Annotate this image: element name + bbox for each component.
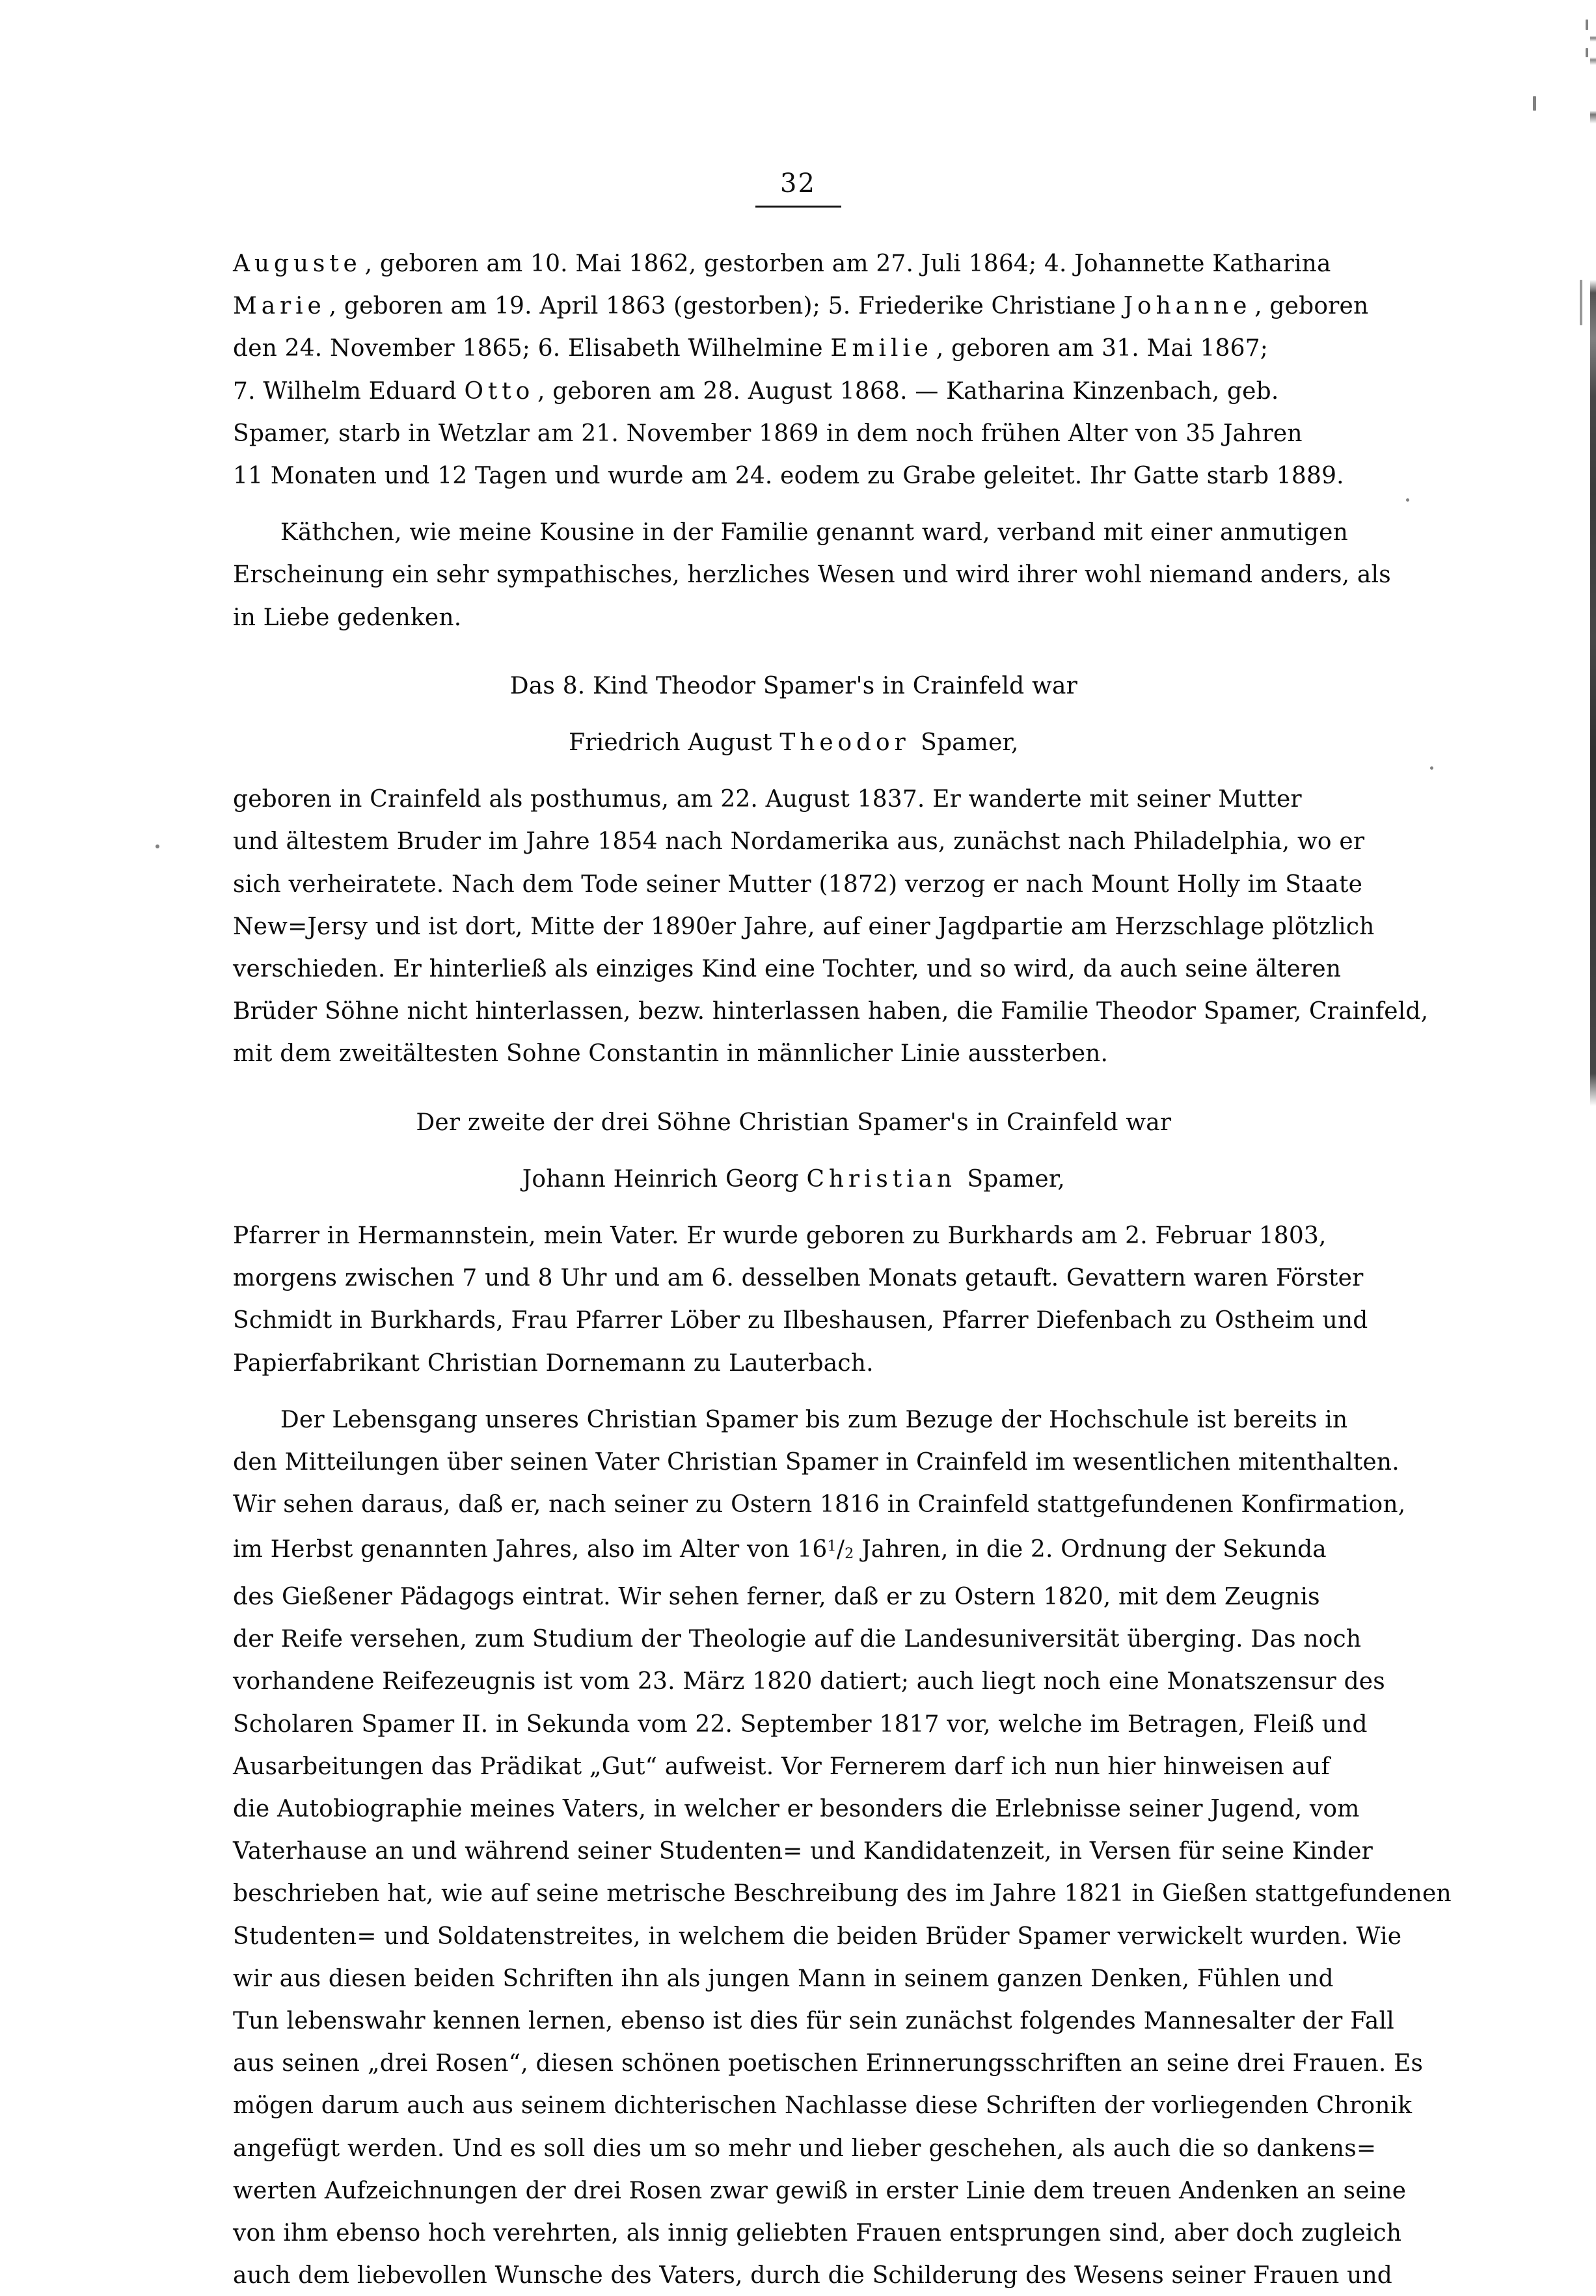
text-run: aus seinen „drei Rosen“, diesen schönen poetischen Erinnerungsschriften an seine drei Frauen. Es: [233, 2049, 1424, 2077]
emphasized-name: Auguste: [233, 249, 362, 277]
text-line: [233, 721, 1355, 763]
page-text-body: [233, 242, 1452, 2296]
paragraph-gap: [233, 1075, 1372, 1101]
text-line: [233, 863, 1363, 905]
text-run: sich verheiratete. Nach dem Tode seiner Mutter (1872) verzog er nach Mount Holly im Staate: [233, 869, 1363, 898]
text-run: Käthchen, wie meine Kousine in der Familie genannt ward, verband mit einer anmutigen: [280, 518, 1349, 547]
text-run: Wir sehen daraus, daß er, nach seiner zu Ostern 1816 in Crainfeld stattgefundenen Konfirmation,: [233, 1490, 1406, 1519]
paragraph-gap: [233, 496, 1372, 511]
paragraph-gap: [233, 1143, 1372, 1157]
text-run: 11 Monaten und 12 Tagen und wurde am 24. eodem zu Grabe geleitet. Ihr Gatte starb 1889.: [233, 461, 1344, 490]
text-line: [233, 511, 1355, 553]
emphasized-name: Emilie: [830, 334, 933, 362]
text-line: [233, 1872, 1452, 1914]
text-line: [233, 2169, 1407, 2211]
text-run: werten Aufzeichnungen der drei Rosen zwar gewiß in erster Linie dem treuen Andenken an seine: [233, 2176, 1407, 2204]
emphasized-name: Marie: [233, 291, 326, 320]
text-line: [233, 1256, 1364, 1299]
text-run: , geboren am 10. Mai 1862, gestorben am 27. Juli 1864; 4. Johannette Katharina: [364, 249, 1331, 277]
scan-speck: [156, 844, 159, 848]
text-line: [233, 1575, 1355, 1617]
text-run: Brüder Söhne nicht hinterlassen, bezw. hinterlassen haben, die Familie Theodor Spamer, Crainfeld,: [233, 997, 1429, 1025]
paragraph-gap: [233, 1200, 1372, 1214]
text-line: [233, 596, 1355, 638]
paragraph-theodor-biography: [233, 777, 1429, 1074]
scan-edge-artifact: [1590, 0, 1596, 2118]
text-line: [233, 370, 1355, 412]
scan-speck: [1586, 48, 1588, 57]
text-line: [233, 1915, 1402, 1957]
text-line: [233, 1660, 1385, 1702]
text-run: auch dem liebevollen Wunsche des Vaters, durch die Schilderung des Wesens seiner Frauen und: [233, 2261, 1393, 2289]
text-run: in Liebe gedenken.: [233, 602, 462, 631]
text-line: [233, 2084, 1413, 2126]
text-line: [233, 1525, 1355, 1575]
scan-speck: [1580, 280, 1582, 325]
text-run: Spamer, starb in Wetzlar am 21. November 1869 in dem noch frühen Alter von 35 Jahren: [233, 418, 1303, 447]
paragraph-kaethchen: [233, 511, 1391, 638]
folio-number: 32: [780, 169, 816, 198]
text-line: [233, 1157, 1355, 1200]
text-run: morgens zwischen 7 und 8 Uhr und am 6. desselben Monats getauft. Gevattern waren Förster: [233, 1263, 1364, 1292]
text-line: [233, 1745, 1355, 1787]
text-line: [233, 947, 1355, 990]
text-run: Der Lebensgang unseres Christian Spamer bis zum Bezuge der Hochschule ist bereits in: [280, 1405, 1348, 1433]
text-line: [233, 1617, 1362, 1660]
text-run: , geboren am 28. August 1868. — Katharina Kinzenbach, geb.: [537, 376, 1279, 405]
text-run: Vaterhause an und während seiner Studenten= und Kandidatenzeit, in Versen für seine Kinder: [233, 1837, 1373, 1865]
text-run: die Autobiographie meines Vaters, in welcher er besonders die Erlebnisse seiner Jugend, vom: [233, 1794, 1360, 1822]
fraction-denominator: 2: [845, 1545, 854, 1562]
text-line: [233, 553, 1391, 595]
text-run: wir aus diesen beiden Schriften ihn als jungen Mann in seinem ganzen Denken, Fühlen und: [233, 1964, 1334, 1992]
text-run: Tun lebenswahr kennen lernen, ebenso ist dies für sein zunächst folgendes Mannesalter der Fall: [233, 2006, 1394, 2035]
emphasized-name: Theodor: [779, 728, 910, 757]
text-run: den Mitteilungen über seinen Vater Christian Spamer in Crainfeld im wesentlichen mitenthalten.: [233, 1448, 1400, 1476]
text-line: [233, 1214, 1355, 1256]
text-line: [233, 905, 1375, 947]
text-line: [233, 1787, 1360, 1830]
paragraph-lead-in-theodor: [233, 664, 1372, 707]
text-run: Friedrich August: [569, 728, 780, 757]
text-line: [233, 1342, 1355, 1384]
paragraph-gap: [233, 763, 1372, 777]
text-run: von ihm ebenso hoch verehrten, als innig geliebten Frauen entsprungen sind, aber doch zugleich: [233, 2219, 1402, 2247]
text-line: [233, 327, 1355, 369]
text-run: des Gießener Pädagogs eintrat. Wir sehen ferner, daß er zu Ostern 1820, mit dem Zeugnis: [233, 1582, 1320, 1610]
text-line: [233, 1101, 1355, 1143]
text-run: Johann Heinrich Georg: [522, 1164, 807, 1193]
text-run: Erscheinung ein sehr sympathisches, herzliches Wesen und wird ihrer wohl niemand anders, als: [233, 560, 1391, 589]
folio-rule: [755, 206, 841, 208]
text-run: Ausarbeitungen das Prädikat „Gut“ aufweist. Vor Fernerem darf ich nun hier hinweisen auf: [233, 1751, 1331, 1780]
scan-speck: [1533, 96, 1536, 111]
text-line: [233, 2211, 1402, 2254]
paragraph-lead-in-christian: [233, 1101, 1372, 1143]
scan-speck: [1406, 498, 1409, 502]
text-line: [233, 284, 1369, 327]
emphasized-name: Otto: [464, 376, 535, 405]
paragraph-gap: [233, 707, 1372, 721]
text-line: [233, 1957, 1355, 1999]
text-run: und ältestem Bruder im Jahre 1854 nach Nordamerika aus, zunächst nach Philadelphia, wo er: [233, 827, 1365, 856]
text-line: [233, 777, 1355, 820]
text-run: New=Jersy und ist dort, Mitte der 1890er Jahre, auf einer Jagdpartie am Herzschlage plötzlich: [233, 912, 1375, 940]
text-run: Spamer,: [913, 728, 1019, 757]
text-line: [233, 1830, 1373, 1872]
text-run: , geboren am 31. Mai 1867;: [936, 334, 1269, 362]
text-run: Der zweite der drei Söhne Christian Spamer's in Crainfeld war: [416, 1107, 1172, 1136]
text-run: im Herbst genannten Jahres, also im Alter von $16^1/2$ Jahren, in die 2. Ordnung der Sekunda: [233, 1534, 1327, 1563]
scan-speck: [1430, 766, 1433, 770]
text-line: [233, 1999, 1394, 2042]
emphasized-name: Johanne: [1123, 291, 1252, 320]
text-run: Das 8. Kind Theodor Spamer's in Crainfeld war: [509, 671, 1077, 699]
text-run: vorhandene Reifezeugnis ist vom 23. März 1820 datiert; auch liegt noch eine Monatszensur des: [233, 1667, 1385, 1695]
text-line: [233, 1032, 1355, 1074]
text-run: Scholaren Spamer II. in Sekunda vom 22. September 1817 vor, welche im Betragen, Fleiß und: [233, 1709, 1368, 1738]
scan-speck: [1586, 20, 1588, 30]
text-line: [233, 664, 1355, 707]
text-line: [233, 1440, 1400, 1483]
text-run: verschieden. Er hinterließ als einziges Kind eine Tochter, und so wird, da auch seine älteren: [233, 954, 1342, 983]
paragraph-lebensgang: [233, 1398, 1452, 2296]
text-line: [233, 1483, 1406, 1525]
text-run: angefügt werden. Und es soll dies um so mehr und lieber geschehen, als auch die so dankens=: [233, 2133, 1377, 2162]
text-line: [233, 454, 1355, 496]
text-run: geboren in Crainfeld als posthumus, am 22. August 1837. Er wanderte mit seiner Mutter: [233, 785, 1302, 813]
text-line: [233, 1299, 1368, 1341]
text-run: beschrieben hat, wie auf seine metrische Beschreibung des im Jahre 1821 in Gießen stattgefundenen: [233, 1879, 1452, 1908]
text-line: [233, 412, 1355, 454]
text-run: , geboren: [1254, 291, 1369, 320]
paragraph-gap: [233, 638, 1372, 664]
text-run: den 24. November 1865; 6. Elisabeth Wilhelmine: [233, 334, 831, 362]
text-line: [233, 2127, 1377, 2169]
text-run: Pfarrer in Hermannstein, mein Vater. Er wurde geboren zu Burkhards am 2. Februar 1803,: [233, 1221, 1327, 1250]
text-line: [233, 2042, 1424, 2084]
paragraph-christian-birth: [233, 1214, 1372, 1384]
text-line: [233, 242, 1355, 284]
text-run: Spamer,: [959, 1164, 1065, 1193]
text-run: Studenten= und Soldatenstreites, in welchem die beiden Brüder Spamer verwickelt wurden. Wie: [233, 1921, 1402, 1950]
page-header: [0, 170, 1596, 208]
text-line: [233, 2254, 1393, 2296]
text-run: Papierfabrikant Christian Dornemann zu Lauterbach.: [233, 1348, 874, 1377]
text-run: mit dem zweitältesten Sohne Constantin in männlicher Linie aussterben.: [233, 1039, 1109, 1068]
fraction-numerator: 1: [827, 1537, 837, 1555]
text-run: 7. Wilhelm Eduard: [233, 376, 465, 405]
heading-friedrich-august-theodor-spamer: [233, 721, 1372, 763]
text-run: Schmidt in Burkhards, Frau Pfarrer Löber zu Ilbeshausen, Pfarrer Diefenbach zu Ostheim und: [233, 1306, 1368, 1334]
text-line: [233, 820, 1365, 862]
text-line: [233, 990, 1429, 1032]
paragraph-gap: [233, 1384, 1372, 1398]
text-run: , geboren am 19. April 1863 (gestorben); 5. Friederike Christiane: [329, 291, 1124, 320]
heading-johann-heinrich-georg-christian-spamer: [233, 1157, 1372, 1200]
text-line: [233, 1398, 1355, 1440]
text-line: [233, 1703, 1368, 1745]
text-run: der Reife versehen, zum Studium der Theologie auf die Landesuniversität überging. Das noch: [233, 1625, 1362, 1653]
text-run: mögen darum auch aus seinem dichterischen Nachlasse diese Schriften der vorliegenden Chronik: [233, 2091, 1413, 2120]
paragraph-children-list: [233, 242, 1372, 496]
emphasized-name: Christian: [806, 1164, 956, 1193]
